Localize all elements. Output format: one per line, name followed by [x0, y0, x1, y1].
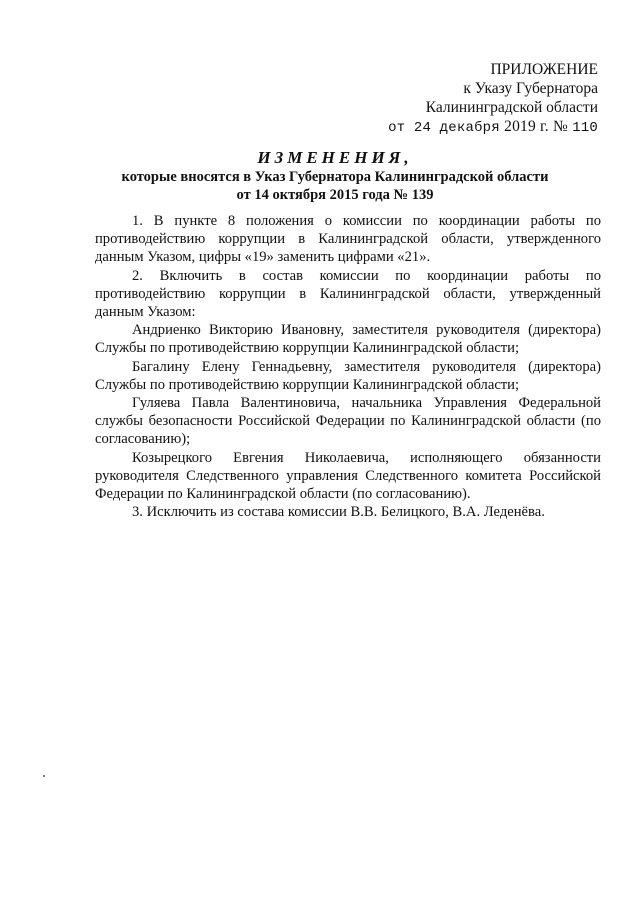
- document-title: ИЗМЕНЕНИЯ,: [257, 148, 413, 167]
- appendix-date-line: [318, 117, 598, 138]
- document-subtitle-2: от 14 октября 2015 года № 139: [236, 187, 434, 203]
- appendix-header: [318, 60, 598, 138]
- scan-speck: [43, 775, 45, 777]
- appendix-region: Калининградской области: [425, 99, 598, 116]
- paragraph-member-kozyretsky: Козырецкого Евгения Николаевича, исполняющего обязанности руководителя Следственного управления Следственного комитета Российской Федерации по Калининградской области (по согласованию).: [95, 449, 601, 503]
- paragraph-item-3: 3. Исключить из состава комиссии В.В. Белицкого, В.А. Леденёва.: [132, 504, 545, 521]
- document-body: [95, 212, 601, 521]
- document-subtitle-1: которые вносятся в Указ Губернатора Калининградской области: [121, 169, 549, 185]
- paragraph-item-1: 1. В пункте 8 положения о комиссии по координации работы по противодействию коррупции в Калининградской области, утвержденного данным Указом, цифры «19» заменить цифрами «21».: [95, 213, 601, 266]
- appendix-label: ПРИЛОЖЕНИЕ: [490, 61, 598, 78]
- appendix-number: 110: [572, 120, 598, 136]
- paragraph-member-andrienko: Андриенко Викторию Ивановну, заместителя руководителя (директора) Службы по противодействию коррупции Калининградской области;: [95, 322, 601, 357]
- appendix-decree-ref: к Указу Губернатора: [463, 80, 598, 97]
- appendix-date: от 24 декабря: [388, 120, 500, 136]
- paragraph-member-bagalina: Багалину Елену Геннадьевну, заместителя руководителя (директора) Службы по противодействию коррупции Калининградской области;: [95, 358, 601, 393]
- document-title-block: [0, 148, 640, 204]
- paragraph-item-2: 2. Включить в состав комиссии по координации работы по противодействию коррупции в Калининградской области, утвержденный данным Указом:: [95, 267, 601, 321]
- paragraph-member-gulyaev: Гуляева Павла Валентиновича, начальника Управления Федеральной службы безопасности Российской Федерации по Калининградской области (по согласованию);: [95, 395, 601, 448]
- appendix-year: 2019 г. №: [504, 118, 568, 135]
